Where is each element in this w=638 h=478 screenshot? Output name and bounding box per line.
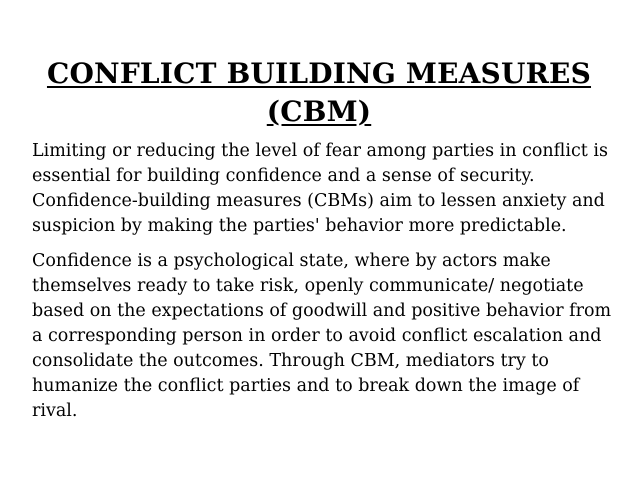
paragraph-fear-reduction: Limiting or reducing the level of fear among parties in conflict is essential for building confidence and a sense of security. Confidence-building measures (CBMs) aim to lessen anxiety and suspicion by making the parties' behavior more predictable. bbox=[32, 141, 608, 236]
paragraph-confidence-definition: Confidence is a psychological state, where by actors make themselves ready to take risk, openly communicate/ negotiate based on the expectations of goodwill and positive behavior from a corresponding person in order to avoid conflict escalation and consolidate the outcomes. Through CBM, mediators try to humanize the conflict parties and to break down the image of rival. bbox=[32, 251, 612, 421]
title-line-1: CONFLICT BUILDING MEASURES bbox=[46, 56, 592, 90]
title-line-2: (CBM) bbox=[266, 94, 372, 128]
slide-body bbox=[32, 139, 624, 424]
slide-title bbox=[0, 55, 638, 131]
